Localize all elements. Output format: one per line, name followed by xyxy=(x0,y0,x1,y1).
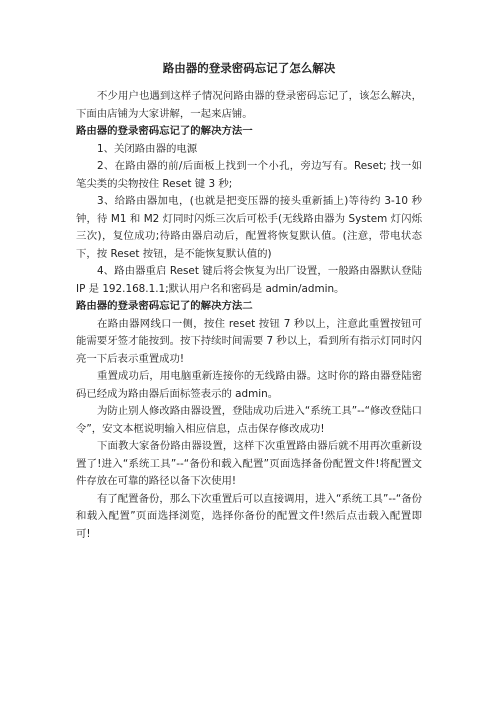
method1-heading: 路由器的登录密码忘记了的解决方法一 xyxy=(76,125,253,137)
method2-paragraph-4: 下面教大家备份路由器设置，这样下次重置路由器后就不用再次重新设置了!进入“系统工具”--“备份和载入配置”页面选择备份配置文件!将配置文件存放在可靠的路径以备下次使用! xyxy=(76,440,422,487)
method2-paragraph-2: 重置成功后，用电脑重新连接你的无线路由器。这时你的路由器登陆密码已经成为路由器后面标签表示的 admin。 xyxy=(76,370,422,400)
method1-step-4: 4、路由器重启 Reset 键后将会恢复为出厂设置，一般路由器默认登陆 IP 是 192.168.1.1;默认用户名和密码是 admin/admin。 xyxy=(76,265,422,295)
method2-paragraph-1: 在路由器网线口一侧，按住 reset 按钮 7 秒以上，注意此重置按钮可能需要牙签才能按到。按下持续时间需要 7 秒以上，看到所有指示灯同时闪亮一下后表示重置成功! xyxy=(76,317,422,365)
method1-step-1: 1、关闭路由器的电源 xyxy=(97,142,198,155)
method2-heading: 路由器的登录密码忘记了的解决方法二 xyxy=(76,300,253,312)
document-page xyxy=(76,60,422,543)
method2-paragraph-3: 为防止别人修改路由器设置，登陆成功后进入“系统工具”--“修改登陆口令”，安文本框说明输入相应信息，点击保存修改成功! xyxy=(76,405,422,435)
method1-step-2: 2、在路由器的前/后面板上找到一个小孔，旁边写有。Reset; 找一如笔尖类的尖物按住 Reset 键 3 秒; xyxy=(76,160,422,190)
method1-step-3: 3、给路由器加电，(也就是把变压器的接头重新插上)等待约 3-10 秒钟，待 M1 和 M2 灯同时闪烁三次后可松手(无线路由器为 System 灯闪烁三次)，复位成功;待路由器启动后，配置将恢复默认值。(注意，带电状态下，按 Reset 按钮，是不能恢复默认值的) xyxy=(76,195,422,260)
intro-paragraph: 不少用户也遇到这样子情况问路由器的登录密码忘记了，该怎么解决，下面由店铺为大家讲解，一起来店铺。 xyxy=(76,90,422,120)
method2-paragraph-5: 有了配置备份，那么下次重置后可以直接调用，进入“系统工具”--“备份和载入配置”页面选择浏览，选择你备份的配置文件!然后点击载入配置即可! xyxy=(76,492,422,540)
document-title: 路由器的登录密码忘记了怎么解决 xyxy=(162,61,336,75)
